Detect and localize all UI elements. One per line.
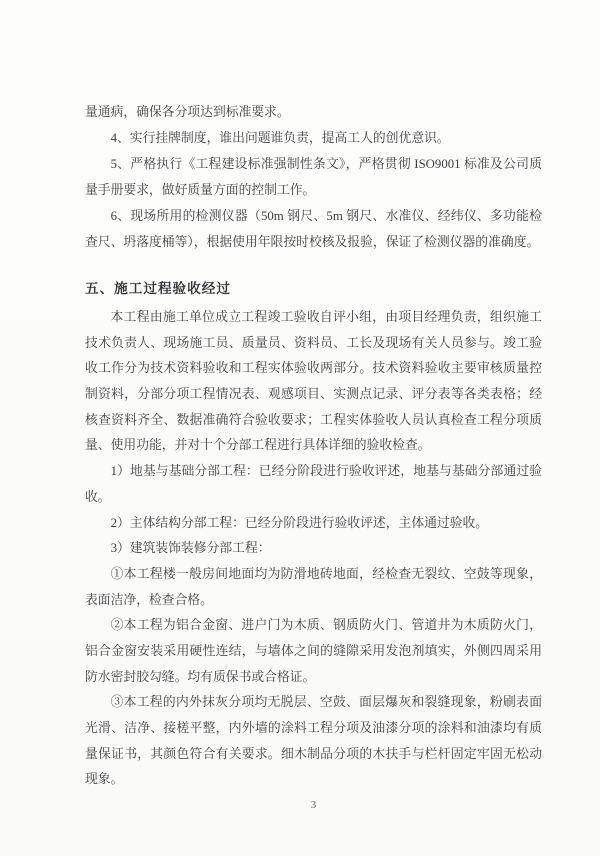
paragraph-plaster-paint: [85, 690, 542, 793]
document-line: 量通病，确保各分项达到标准要求。: [85, 105, 290, 119]
document-line: 制资料，分部分项工程情况表、观感项目、实测点记录、评分表等各类表格；经: [85, 387, 542, 402]
document-line: 核查资料齐全、数据准确符合验收要求；工程实体验收人员认真检查工程分项质: [85, 412, 542, 427]
page-number: 3: [310, 799, 317, 811]
section-acceptance-process: [85, 305, 542, 793]
document-line: 收工作分为技术资料验收和工程实体验收两部分。技术资料验收主要审核质量控: [85, 361, 542, 376]
document-body: [85, 99, 542, 793]
document-line: 现象。: [85, 772, 124, 787]
paragraph-decoration-title: [85, 536, 542, 562]
document-line: ③本工程的内外抹灰分项均无脱层、空鼓、面层爆灰和裂缝现象，粉刷表面: [110, 695, 542, 710]
document-line: 2）主体结构分部工程：已经分阶段进行验收评述，主体通过验收。: [110, 515, 489, 530]
document-line: 收。: [85, 489, 111, 504]
document-line: 量、使用功能，并对十个分部工程进行具体详细的验收检查。: [85, 438, 431, 453]
section-heading-acceptance-process: 五、施工过程验收经过: [85, 281, 231, 296]
paragraph-floor-tiles: [85, 562, 542, 613]
document-line: 技术负责人、现场施工员、质量员、资料员、工长及现场有关人员参与。竣工验: [85, 335, 542, 350]
document-line: 光滑、洁净、接槎平整，内外墙的涂料工程分项及油漆分项的涂料和油漆均有质: [85, 721, 542, 735]
document-line: 3）建筑装饰装修分部工程：: [110, 541, 271, 556]
document-line: 量手册要求，做好质量方面的控制工作。: [85, 183, 316, 197]
paragraph-continuation: [85, 99, 542, 125]
document-line: 表面洁净，检查合格。: [85, 592, 213, 607]
paragraph-foundation: [85, 459, 542, 510]
paragraph-item-6: [85, 203, 542, 255]
paragraph-acceptance-overview: [85, 305, 542, 459]
paragraph-item-4: [85, 125, 542, 151]
document-line: 5、严格执行《工程建设标准强制性条文》，严格贯彻 ISO9001 标准及公司质: [110, 157, 542, 171]
document-line: 4、实行挂牌制度，谁出问题谁负责，提高工人的创优意识。: [110, 131, 450, 145]
document-line: ①本工程楼一般房间地面均为防滑地砖地面，经检查无裂纹、空鼓等现象，: [110, 566, 542, 581]
document-line: 查尺、坍落度桶等），根据使用年限按时校核及报验，保证了检测仪器的准确度。: [85, 235, 540, 249]
document-line: ②本工程为铝合金窗、进户门为木质、钢质防火门、管道井为木质防火门，: [110, 618, 542, 633]
paragraph-item-5: [85, 151, 542, 203]
document-line: 6、现场所用的检测仪器（50m 钢尺、5m 钢尺、水准仪、经纬仪、多功能检: [110, 209, 542, 223]
document-line: 本工程由施工单位成立工程竣工验收自评小组，由项目经理负责，组织施工: [110, 310, 542, 324]
paragraph-windows-doors: [85, 613, 542, 690]
paragraph-main-structure: [85, 511, 542, 537]
document-line: 1）地基与基础分部工程：已经分阶段进行验收评述，地基与基础分部通过验: [110, 464, 542, 479]
document-line: 铝合金窗安装采用硬性连结，与墙体之间的缝隙采用发泡剂填实，外侧四周采用: [85, 643, 542, 658]
document-line: 防水密封胶勾缝。均有质保书或合格证。: [85, 669, 316, 684]
document-line: 量保证书，其颜色符合有关要求。细木制品分项的木扶手与栏杆固定牢固无松动: [85, 746, 542, 761]
section-quality-measures: [85, 99, 542, 255]
